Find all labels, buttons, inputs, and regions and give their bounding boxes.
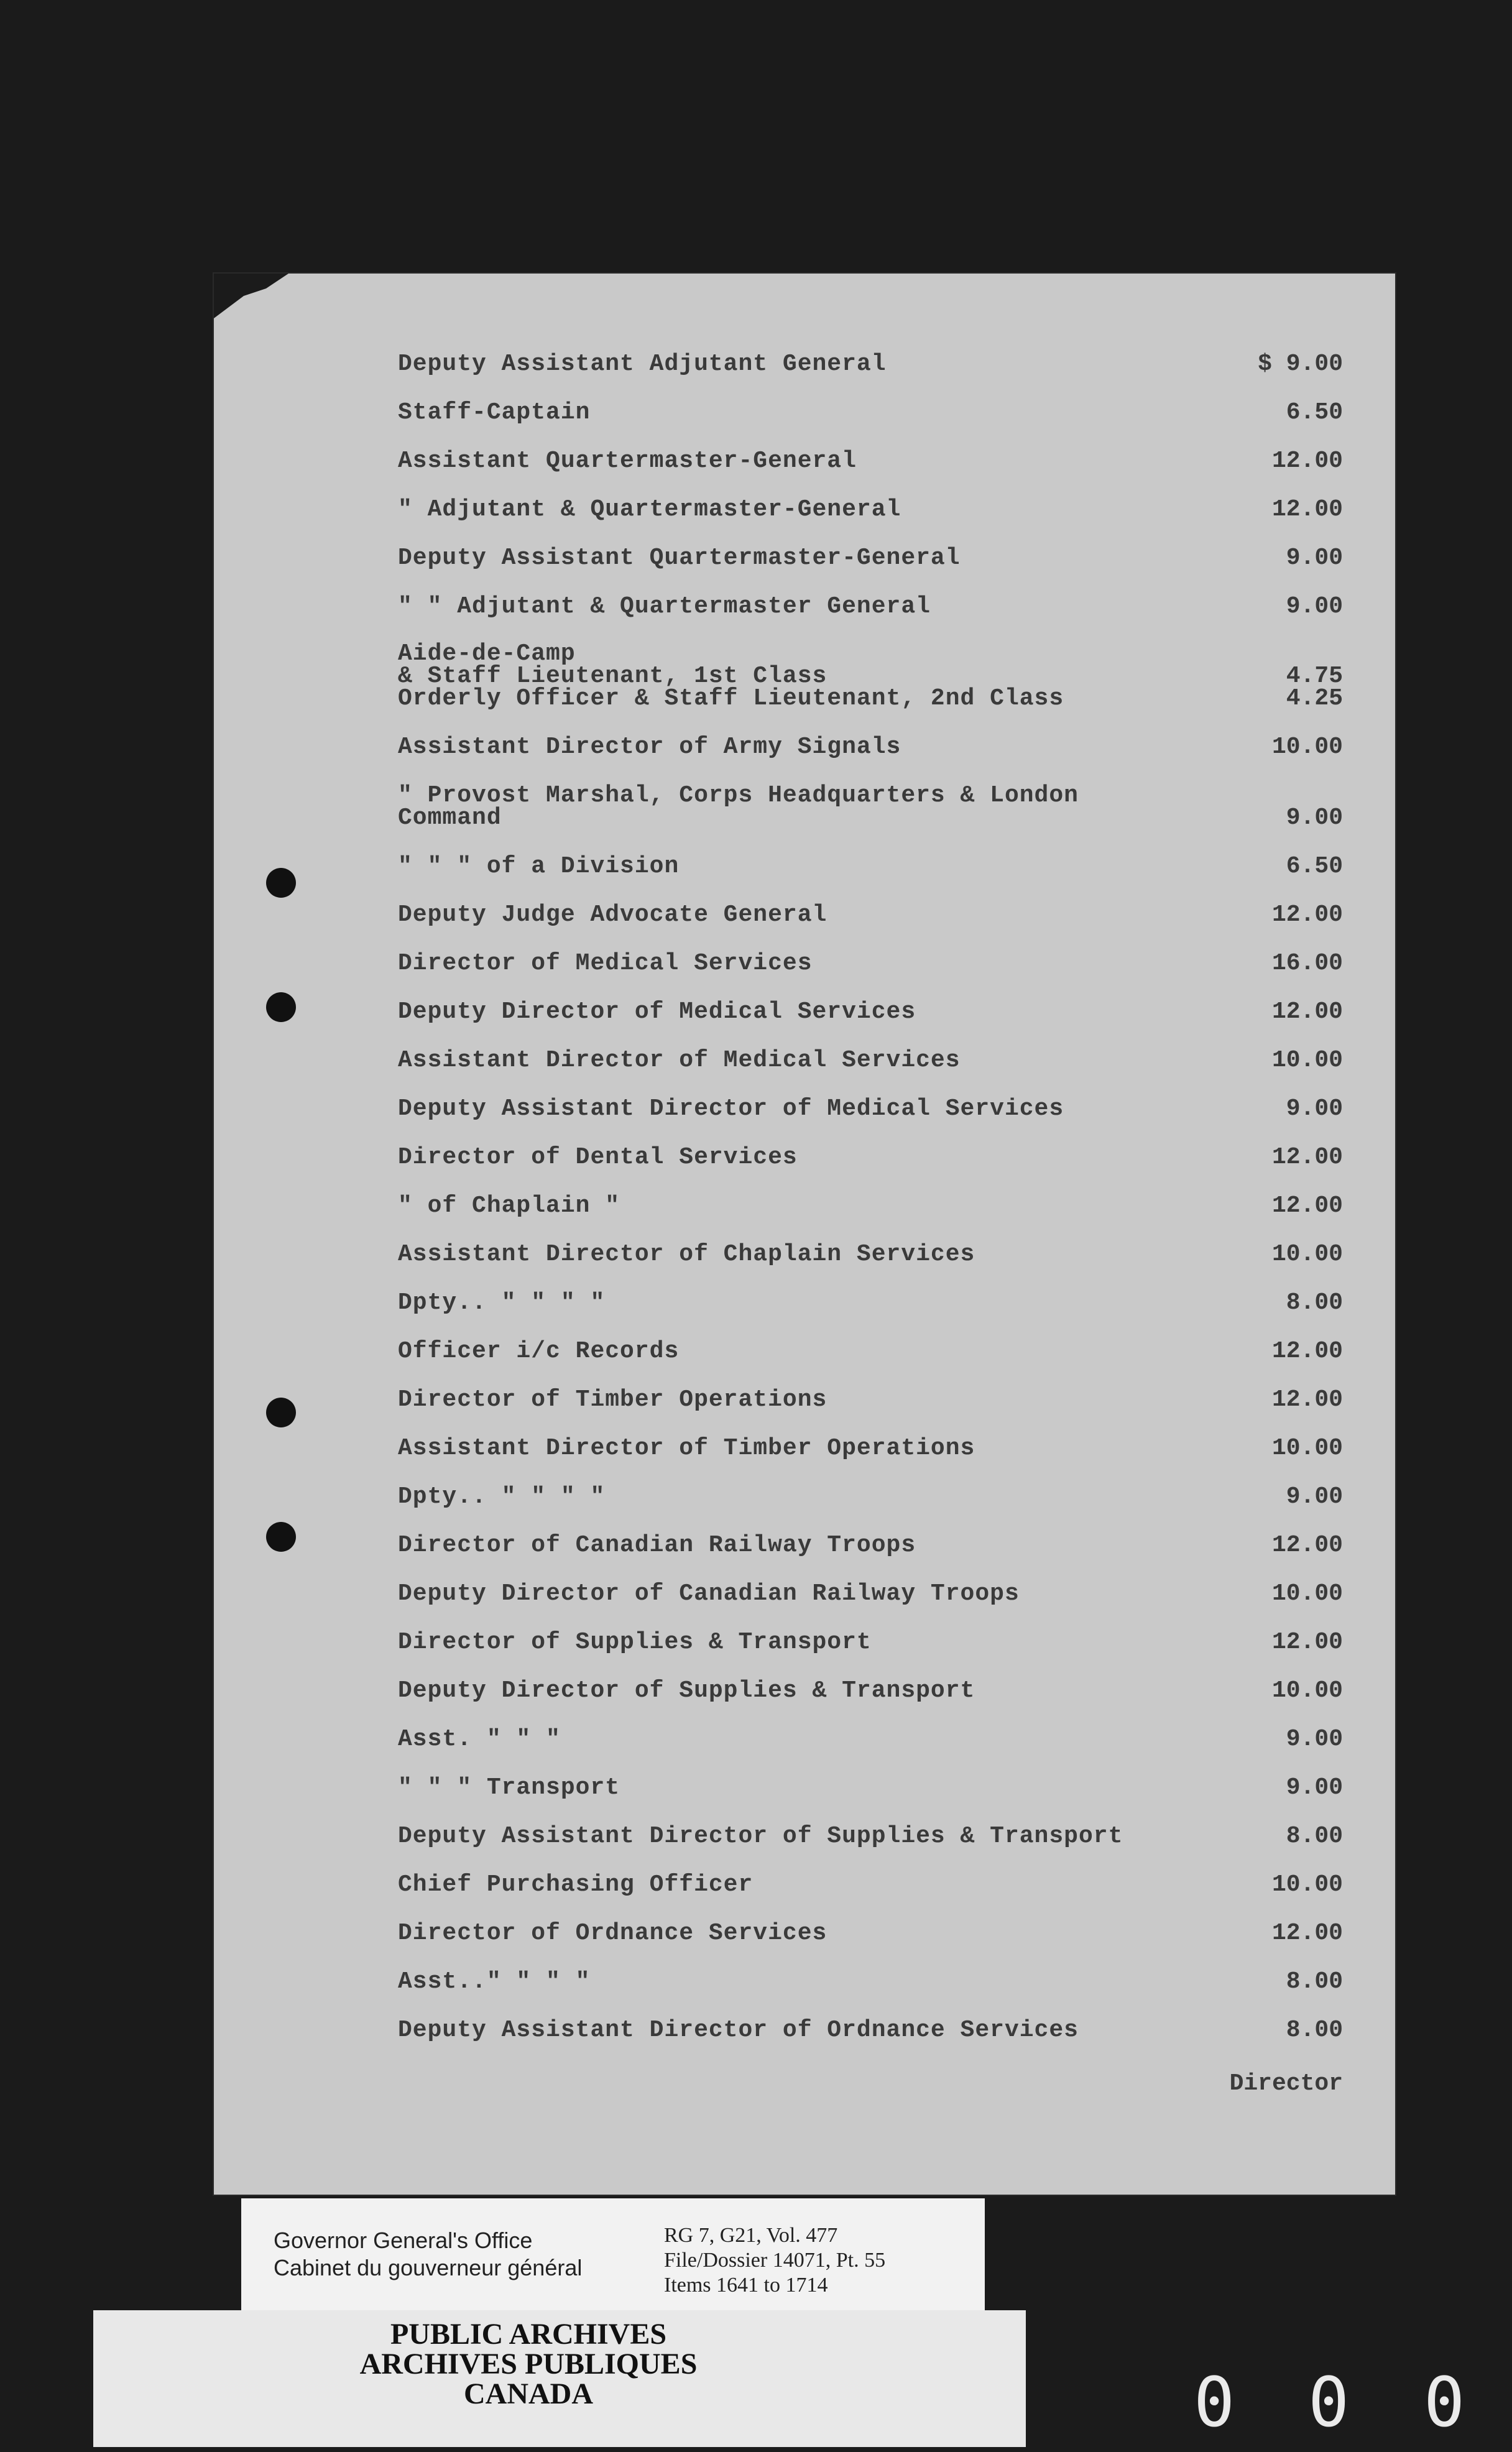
daily-rate: 10.00 xyxy=(1271,1677,1343,1704)
daily-rate: 12.00 xyxy=(1271,496,1343,523)
position-title: Deputy Director of Canadian Railway Troops xyxy=(398,1580,1020,1607)
list-item xyxy=(398,1629,1343,1666)
daily-rate: 9.00 xyxy=(1286,1726,1343,1753)
stamp-line-1: PUBLIC ARCHIVES xyxy=(390,2318,667,2351)
list-item xyxy=(398,2017,1343,2054)
daily-rate: 12.00 xyxy=(1271,1144,1343,1171)
ref-line-1: RG 7, G21, Vol. 477 xyxy=(664,2224,838,2247)
daily-rate: 10.00 xyxy=(1271,1580,1343,1607)
list-item xyxy=(398,1774,1343,1812)
daily-rate: 12.00 xyxy=(1271,1192,1343,1219)
pay-rate-list xyxy=(398,342,1343,2120)
position-title: Asst.." " " " xyxy=(398,1968,591,1995)
list-item xyxy=(398,950,1343,987)
daily-rate: 12.00 xyxy=(1271,1629,1343,1656)
daily-rate: 10.00 xyxy=(1271,1047,1343,1074)
list-item xyxy=(398,901,1343,939)
list-item xyxy=(398,1823,1343,1860)
list-item xyxy=(398,1192,1343,1230)
archives-stamp xyxy=(93,2310,1026,2447)
list-item xyxy=(398,1726,1343,1763)
position-title: Director of Medical Services xyxy=(398,950,813,977)
punch-hole xyxy=(266,1398,296,1427)
daily-rate: $ 9.00 xyxy=(1258,351,1343,377)
position-title: Chief Purchasing Officer xyxy=(398,1871,754,1898)
list-item xyxy=(398,1677,1343,1715)
daily-rate: 9.00 xyxy=(1286,804,1343,831)
position-title: Asst. " " " xyxy=(398,1726,561,1753)
daily-rate: 9.00 xyxy=(1286,545,1343,571)
list-item xyxy=(398,1338,1343,1375)
list-item xyxy=(398,1435,1343,1472)
frame-digit: 0 xyxy=(1308,2362,1350,2442)
list-item xyxy=(398,496,1343,533)
position-title: Staff-Captain xyxy=(398,399,591,426)
position-title: Officer i/c Records xyxy=(398,1338,680,1365)
daily-rate: 8.00 xyxy=(1286,1968,1343,1995)
position-title: Assistant Director of Army Signals xyxy=(398,734,901,760)
list-item xyxy=(398,1532,1343,1569)
daily-rate: 8.00 xyxy=(1286,1289,1343,1316)
position-title: Orderly Officer & Staff Lieutenant, 2nd Class xyxy=(398,685,1064,712)
daily-rate: 10.00 xyxy=(1271,1871,1343,1898)
position-title: Director of Timber Operations xyxy=(398,1386,827,1413)
position-title: Deputy Assistant Director of Supplies & Transport xyxy=(398,1823,1123,1850)
list-item xyxy=(398,1241,1343,1278)
catchword: Director xyxy=(1229,2070,1343,2097)
position-title: Assistant Director of Chaplain Services xyxy=(398,1241,975,1268)
daily-rate: 4.75 xyxy=(1286,663,1343,689)
position-title: Command xyxy=(398,804,502,831)
list-item xyxy=(398,448,1343,485)
position-title: Dpty.. " " " " xyxy=(398,1483,606,1510)
position-title: Dpty.. " " " " xyxy=(398,1289,606,1316)
list-item xyxy=(398,593,1343,630)
list-item xyxy=(398,998,1343,1036)
punch-hole xyxy=(266,992,296,1022)
list-item xyxy=(398,853,1343,890)
position-title: " Adjutant & Quartermaster-General xyxy=(398,496,901,523)
position-title: Aide-de-Camp xyxy=(398,640,576,667)
position-title: Deputy Assistant Director of Medical Services xyxy=(398,1095,1064,1122)
frame-digit: 0 xyxy=(1424,2362,1465,2442)
list-item xyxy=(398,1289,1343,1327)
position-title: Director of Ordnance Services xyxy=(398,1920,827,1947)
list-item xyxy=(398,545,1343,582)
list-item xyxy=(398,1580,1343,1618)
frame-digit: 0 xyxy=(1194,2362,1235,2442)
ref-line-2: File/Dossier 14071, Pt. 55 xyxy=(664,2249,886,2272)
daily-rate: 12.00 xyxy=(1271,1920,1343,1947)
daily-rate: 12.00 xyxy=(1271,448,1343,474)
daily-rate: 12.00 xyxy=(1271,1386,1343,1413)
daily-rate: 16.00 xyxy=(1271,950,1343,977)
list-item xyxy=(398,1047,1343,1084)
position-title: " " " Transport xyxy=(398,1774,620,1801)
list-item xyxy=(398,1871,1343,1909)
position-title: Deputy Director of Supplies & Transport xyxy=(398,1677,975,1704)
position-title: " " Adjutant & Quartermaster General xyxy=(398,593,931,620)
daily-rate: 12.00 xyxy=(1271,901,1343,928)
list-item xyxy=(398,1386,1343,1424)
list-item xyxy=(398,1144,1343,1181)
position-title: Director of Dental Services xyxy=(398,1144,798,1171)
daily-rate: 12.00 xyxy=(1271,1532,1343,1559)
position-title: Assistant Director of Timber Operations xyxy=(398,1435,975,1462)
daily-rate: 6.50 xyxy=(1286,853,1343,880)
position-title: " " " of a Division xyxy=(398,853,680,880)
stamp-line-2: ARCHIVES PUBLIQUES xyxy=(359,2348,698,2381)
list-item xyxy=(398,1095,1343,1133)
position-title: Assistant Director of Medical Services xyxy=(398,1047,961,1074)
daily-rate: 9.00 xyxy=(1286,1774,1343,1801)
daily-rate: 8.00 xyxy=(1286,1823,1343,1850)
daily-rate: 9.00 xyxy=(1286,1095,1343,1122)
daily-rate: 12.00 xyxy=(1271,1338,1343,1365)
list-item xyxy=(398,351,1343,388)
position-title: Deputy Assistant Director of Ordnance Services xyxy=(398,2017,1079,2044)
position-title: Director of Canadian Railway Troops xyxy=(398,1532,916,1559)
position-title: & Staff Lieutenant, 1st Class xyxy=(398,663,827,689)
position-title: Deputy Assistant Adjutant General xyxy=(398,351,887,377)
daily-rate: 12.00 xyxy=(1271,998,1343,1025)
position-title: " of Chaplain " xyxy=(398,1192,620,1219)
daily-rate: 10.00 xyxy=(1271,1241,1343,1268)
position-title: Deputy Director of Medical Services xyxy=(398,998,916,1025)
daily-rate: 6.50 xyxy=(1286,399,1343,426)
punch-hole xyxy=(266,1522,296,1552)
office-en: Governor General's Office xyxy=(274,2228,533,2253)
daily-rate: 9.00 xyxy=(1286,593,1343,620)
list-item xyxy=(398,734,1343,771)
list-item xyxy=(398,1920,1343,1957)
list-item xyxy=(398,1483,1343,1521)
stamp-line-3: CANADA xyxy=(464,2377,593,2410)
position-title: Assistant Quartermaster-General xyxy=(398,448,857,474)
office-fr: Cabinet du gouverneur général xyxy=(274,2255,583,2280)
list-item xyxy=(398,399,1343,436)
daily-rate: 9.00 xyxy=(1286,1483,1343,1510)
daily-rate: 8.00 xyxy=(1286,2017,1343,2044)
daily-rate: 10.00 xyxy=(1271,734,1343,760)
position-title: Deputy Judge Advocate General xyxy=(398,901,827,928)
archive-label xyxy=(241,2198,985,2323)
daily-rate: 10.00 xyxy=(1271,1435,1343,1462)
position-title: Deputy Assistant Quartermaster-General xyxy=(398,545,961,571)
ref-line-3: Items 1641 to 1714 xyxy=(664,2274,828,2297)
list-item xyxy=(398,804,1343,842)
list-item xyxy=(398,685,1343,722)
position-title: " Provost Marshal, Corps Headquarters & London xyxy=(398,782,1079,809)
punch-hole xyxy=(266,868,296,898)
position-title: Director of Supplies & Transport xyxy=(398,1629,872,1656)
list-item xyxy=(398,1968,1343,2006)
daily-rate: 4.25 xyxy=(1286,685,1343,712)
